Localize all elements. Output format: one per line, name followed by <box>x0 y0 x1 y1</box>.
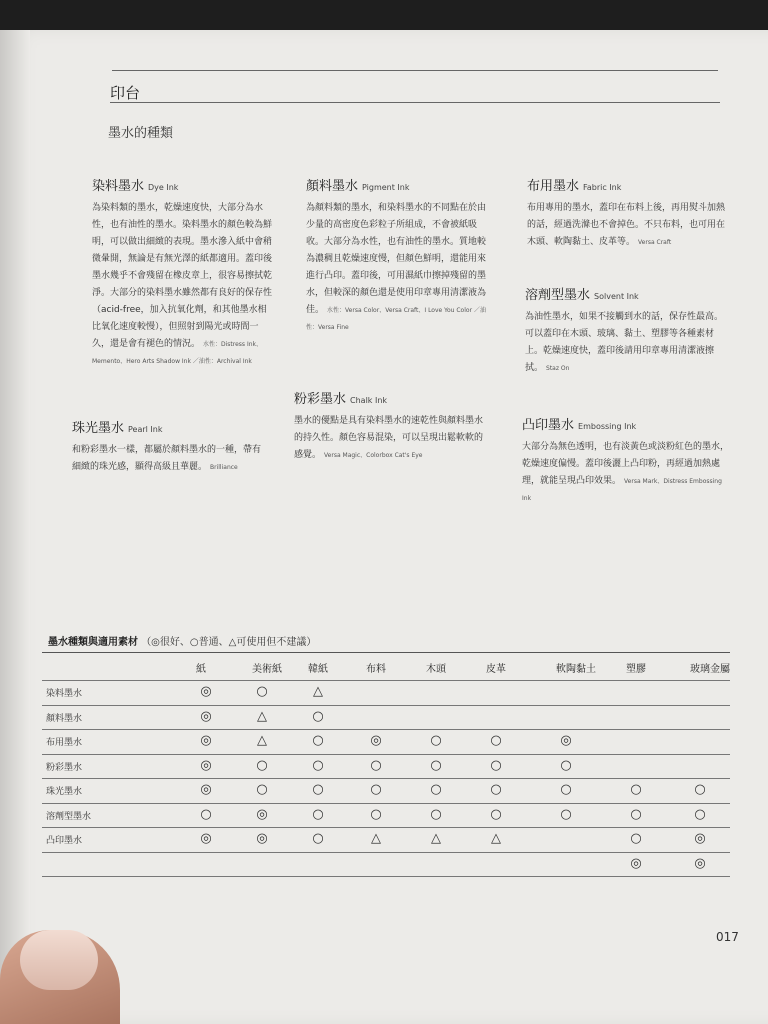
table-cell-symbol: ◎ <box>200 831 212 846</box>
table-cell-symbol: ○ <box>370 782 382 797</box>
table-title: 墨水種類與適用素材 （◎很好、○普通、△可使用但不建議） <box>48 637 317 648</box>
table-cell-symbol: ○ <box>370 757 382 773</box>
table-cell-symbol: ◎ <box>630 855 642 871</box>
table-cell-symbol: ○ <box>312 733 324 748</box>
book-page <box>0 30 768 1024</box>
table-cell-symbol: ○ <box>256 684 268 699</box>
table-cell-symbol: ○ <box>312 831 324 846</box>
table-header-cell: 韓紙 <box>308 664 328 675</box>
table-cell-symbol: ○ <box>630 831 642 846</box>
table-cell-symbol: ○ <box>430 782 442 797</box>
page-subtitle: 墨水的種類 <box>108 126 174 141</box>
table-row-rule <box>42 729 730 730</box>
table-cell-symbol: △ <box>313 684 323 699</box>
table-header-cell: 木頭 <box>426 664 446 675</box>
section-pigment-title: 顏料墨水 Pigment Ink <box>306 179 410 194</box>
section-pearl-ink <box>72 417 262 476</box>
table-cell-symbol: ◎ <box>694 855 706 871</box>
section-emboss-body: 大部分為無色透明，也有淡黃色或淡粉紅色的墨水，乾燥速度偏慢。蓋印後灑上凸印粉，再經過加熱處理，就能呈現凸印效果。 Versa Mark、Distress Embossing Ink <box>522 442 730 502</box>
page-spine-shadow <box>0 30 30 1024</box>
section-pearl-body: 和粉彩墨水一樣，都屬於顏料墨水的一種，帶有細緻的珠光感，顯得高級且華麗。 Brilliance <box>72 445 262 472</box>
table-header-cell: 皮革 <box>486 664 506 675</box>
page-number: 017 <box>716 930 739 944</box>
table-row-rule <box>42 778 730 779</box>
table-cell-symbol: ○ <box>256 757 268 773</box>
table-cell-symbol: ○ <box>694 782 706 797</box>
table-header-cell: 塑膠 <box>626 664 646 675</box>
table-cell-symbol: ○ <box>256 782 268 797</box>
section-solvent-body: 為油性墨水，如果不接觸到水的話，保存性最高。可以蓋印在木頭、玻璃、黏土、塑膠等各種素材上。乾燥速度快，蓋印後請用印章專用清潔液擦拭。 Staz On <box>525 312 724 373</box>
table-cell-symbol: ◎ <box>200 757 212 773</box>
table-cell-symbol: ○ <box>430 757 442 773</box>
table-cell-symbol: △ <box>257 733 267 748</box>
table-row-label: 凸印墨水 <box>46 836 83 846</box>
section-fabric-ink <box>527 175 727 251</box>
table-header-cell: 軟陶黏土 <box>556 664 596 675</box>
table-cell-symbol: ○ <box>200 806 212 822</box>
thumbnail <box>20 930 98 990</box>
header-rule-top <box>112 70 718 71</box>
table-row-rule <box>42 827 730 828</box>
table-cell-symbol: ○ <box>312 782 324 797</box>
table-cell-symbol: ◎ <box>200 782 212 797</box>
section-chalk-title: 粉彩墨水 Chalk Ink <box>294 392 388 407</box>
table-row-rule <box>42 680 730 681</box>
page-title: 印台 <box>110 84 141 102</box>
table-row-rule <box>42 705 730 706</box>
table-cell-symbol: ◎ <box>694 831 706 846</box>
table-cell-symbol: ○ <box>490 757 502 773</box>
table-cell-symbol: ○ <box>630 806 642 822</box>
table-cell-symbol: ◎ <box>560 733 572 748</box>
section-embossing-ink <box>522 414 732 507</box>
table-row-label: 珠光墨水 <box>46 787 83 797</box>
table-row-rule <box>42 803 730 804</box>
section-solvent-ink <box>525 284 727 377</box>
table-cell-symbol: ◎ <box>200 708 212 724</box>
table-row-label: 溶劑型墨水 <box>46 811 92 822</box>
table-cell-symbol: ○ <box>312 757 324 773</box>
section-dye-body: 為染料類的墨水，乾燥速度快，大部分為水性，也有油性的墨水。染料墨水的顏色較為鮮明，可以做出細緻的表現。墨水滲入紙中會稍微暈開，無論是有無光澤的紙都適用。蓋印後墨水幾乎不會殘留在橡皮章上，很容易擦拭乾淨。大部分的染料墨水雖然都有良好的保存性（acid-free，加入抗氧化劑，和其他墨水相比氧化速度較慢），但照射到陽光或時間一久，還是會有褪色的情況。 水性：Distress Ink、Memento、Hero Arts Shadow Ink ／油性：Archival Ink <box>92 203 273 365</box>
table-cell-symbol: △ <box>257 708 267 724</box>
table-row-rule <box>42 876 730 877</box>
table-cell-symbol: ○ <box>490 806 502 822</box>
table-cell-symbol: ○ <box>560 782 572 797</box>
section-fabric-body: 布用專用的墨水，蓋印在布料上後，再用熨斗加熱的話，經過洗滌也不會掉色。不只布料，也可用在木頭、軟陶黏土、皮革等。 Versa Craft <box>527 203 726 247</box>
table-cell-symbol: ◎ <box>370 733 382 748</box>
section-chalk-body: 墨水的優點是具有染料墨水的速乾性與顏料墨水的持久性。顏色容易混染，可以呈現出鬆軟軟的感覺。 Versa Magic、Colorbox Cat's Eye <box>294 416 484 460</box>
table-cell-symbol: ○ <box>490 782 502 797</box>
table-cell-symbol: ○ <box>430 733 442 748</box>
section-pearl-title: 珠光墨水 Pearl Ink <box>72 421 163 436</box>
table-row-label: 粉彩墨水 <box>46 762 83 773</box>
table-header-cell: 美術紙 <box>252 664 282 675</box>
table-cell-symbol: ○ <box>560 806 572 822</box>
section-fabric-title: 布用墨水 Fabric Ink <box>527 179 622 194</box>
table-row-rule <box>42 852 730 853</box>
section-pigment-body: 為顏料類的墨水，和染料墨水的不同點在於由少量的高密度色彩粒子所組成，不會被紙吸收。大部分為水性，也有油性的墨水。質地較為濃稠且乾燥速度慢，但顏色鮮明，還能用來進行凸印。蓋印後，可用濕紙巾擦掉殘留的墨水，但較深的顏色還是使用印章專用清潔液為佳。 水性：Versa Color、Versa Craft、I Love You Color ／油性：Versa Fine <box>306 203 487 331</box>
table-header-cell: 布料 <box>366 664 386 675</box>
table-cell-symbol: ○ <box>694 806 706 822</box>
section-chalk-ink <box>294 388 490 464</box>
table-cell-symbol: ○ <box>630 782 642 797</box>
table-cell-symbol: ◎ <box>256 806 268 822</box>
table-cell-symbol: △ <box>431 831 441 846</box>
table-header-cell: 玻璃金屬 <box>690 664 730 675</box>
table-cell-symbol: △ <box>371 831 381 846</box>
table-cell-symbol: ◎ <box>256 831 268 846</box>
background-desk <box>0 0 768 30</box>
table-row-rule <box>42 754 730 755</box>
table-cell-symbol: ○ <box>370 806 382 822</box>
header-rule-bottom <box>110 102 720 103</box>
table-cell-symbol: ◎ <box>200 733 212 748</box>
table-top-rule <box>42 652 730 653</box>
table-cell-symbol: ○ <box>430 806 442 822</box>
table-cell-symbol: ○ <box>312 708 324 724</box>
section-dye-title: 染料墨水 Dye Ink <box>92 179 179 194</box>
table-cell-symbol: ○ <box>490 733 502 748</box>
section-solvent-title: 溶劑型墨水 Solvent Ink <box>525 288 639 303</box>
table-header-cell: 紙 <box>196 664 206 675</box>
table-row-label: 布用墨水 <box>46 738 83 748</box>
table-cell-symbol: ○ <box>560 757 572 773</box>
table-row-label: 顏料墨水 <box>46 713 83 724</box>
section-emboss-title: 凸印墨水 Embossing Ink <box>522 418 637 433</box>
table-cell-symbol: △ <box>491 831 501 846</box>
table-cell-symbol: ○ <box>312 806 324 822</box>
section-dye-ink <box>92 175 272 370</box>
section-pigment-ink <box>306 175 492 336</box>
table-cell-symbol: ◎ <box>200 684 212 699</box>
table-row-label: 染料墨水 <box>46 689 83 699</box>
